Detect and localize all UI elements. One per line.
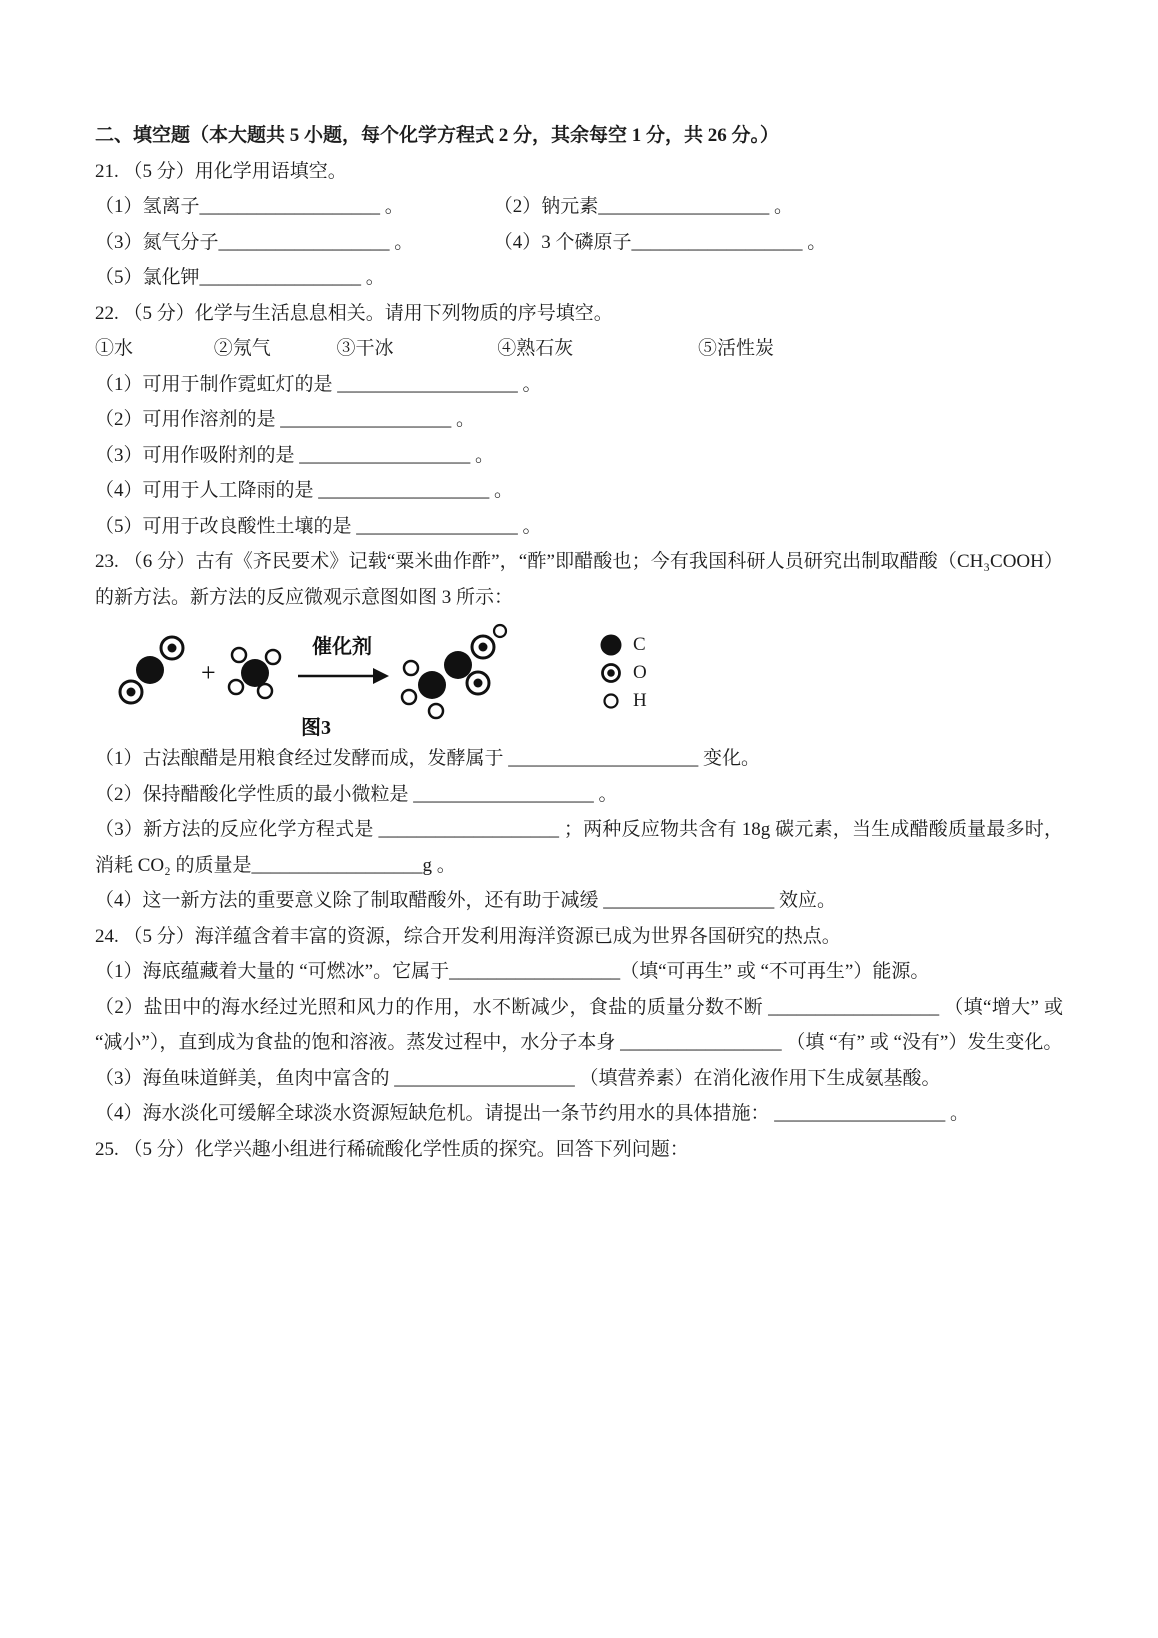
plus-sign: + xyxy=(201,658,216,687)
q22-item-2: （2）可用作溶剂的是 __________________ 。 xyxy=(95,409,476,430)
q22-item-5: （5）可用于改良酸性土壤的是 _________________ 。 xyxy=(95,515,542,537)
q21-row-3 xyxy=(95,260,1063,296)
q22-item-4: （4）可用于人工降雨的是 __________________ 。 xyxy=(95,480,514,501)
q22-item-3: （3）可用作吸附剂的是 __________________ 。 xyxy=(95,444,495,466)
q21-blank-phosphorus-atoms: （4）3 个磷原子__________________ 。 xyxy=(493,231,827,253)
q23-item-1: （1）古法酿醋是用粮食经过发酵而成，发酵属于 ____________________ 变化。 xyxy=(95,748,761,769)
acetic-acid-molecule xyxy=(402,625,506,718)
carbon-atom-icon xyxy=(599,633,623,657)
q22-option-water: ①水 xyxy=(95,338,134,359)
section-header: 二、填空题（本大题共 5 小题，每个化学方程式 2 分，其余每空 1 分，共 26 分。） xyxy=(95,125,780,146)
oxygen-atom-icon xyxy=(599,661,623,685)
legend-row-carbon xyxy=(599,631,647,659)
legend-label-oxygen: O xyxy=(633,662,647,683)
q21-stem: 21. （5 分）用化学用语填空。 xyxy=(95,160,347,182)
q22-stem: 22. （5 分）化学与生活息息相关。请用下列物质的序号填空。 xyxy=(95,302,613,324)
q24-item-1: （1）海底蕴藏着大量的 “可燃冰”。它属于__________________（填“可再生” 或 “不可再生”）能源。 xyxy=(95,961,930,982)
legend-row-hydrogen xyxy=(599,687,647,715)
q22-option-dry-ice: ③干冰 xyxy=(336,338,394,359)
legend-row-oxygen xyxy=(599,659,647,687)
atom-legend xyxy=(599,631,647,715)
q22-option-slaked-lime: ④熟石灰 xyxy=(497,338,574,359)
q21-row-1 xyxy=(95,189,1063,225)
q24-item-2: （2）盐田中的海水经过光照和风力的作用，水不断减少，食盐的质量分数不断 __________________ （填“增大” 或 “减小”），直到成为食盐的饱和溶液。蒸发过程中，水分子本身 _________________ （填 “有” 或 “没有”）发生变化。 xyxy=(95,996,1063,1053)
q22-option-activated-carbon: ⑤活性炭 xyxy=(698,338,775,359)
q21-row-2 xyxy=(95,225,1063,261)
legend-label-hydrogen: H xyxy=(633,690,647,711)
q22-item-1: （1）可用于制作霓虹灯的是 ___________________ 。 xyxy=(95,373,542,395)
q21-blank-sodium-element: （2）钠元素__________________ 。 xyxy=(493,196,794,217)
reaction-diagram xyxy=(115,621,527,739)
q24-item-3: （3）海鱼味道鲜美，鱼肉中富含的 ___________________ （填营养素）在消化液作用下生成氨基酸。 xyxy=(95,1067,941,1089)
q22-option-neon: ②氖气 xyxy=(213,338,271,359)
q23-item-3: （3）新方法的反应化学方程式是 ___________________ ；两种反应物共含有 18g 碳元素，当生成醋酸质量最多时，消耗 CO₂ 的质量是__________________g 。 xyxy=(95,819,1063,876)
q25-stem: 25. （5 分）化学兴趣小组进行稀硫酸化学性质的探究。回答下列问题： xyxy=(95,1138,689,1160)
figure-caption: 图3 xyxy=(301,717,331,739)
hydrogen-atom-icon xyxy=(599,689,623,713)
legend-label-carbon: C xyxy=(633,634,646,655)
q21-blank-nitrogen-molecule: （3）氮气分子__________________ 。 xyxy=(95,231,414,253)
q23-item-4: （4）这一新方法的重要意义除了制取醋酸外，还有助于减缓 __________________ 效应。 xyxy=(95,890,837,911)
q22-options-row xyxy=(95,331,1063,367)
q23-diagram xyxy=(115,621,1063,739)
q24-item-4: （4）海水淡化可缓解全球淡水资源短缺危机。请提出一条节约用水的具体措施： __________________ 。 xyxy=(95,1103,970,1124)
q21-blank-potassium-chloride: （5）氯化钾_________________ 。 xyxy=(95,267,385,288)
ch4-molecule xyxy=(229,648,280,698)
co2-molecule xyxy=(120,637,183,703)
q24-stem: 24. （5 分）海洋蕴含着丰富的资源，综合开发利用海洋资源已成为世界各国研究的热点。 xyxy=(95,925,841,947)
q21-blank-hydrogen-ion: （1）氢离子___________________ 。 xyxy=(95,196,404,217)
q23-stem: 23. （6 分）古有《齐民要术》记载“粟米曲作酢”，“酢”即醋酸也；今有我国科研人员研究出制取醋酸（CH₃COOH）的新方法。新方法的反应微观示意图如图 3 所示： xyxy=(95,551,1063,608)
reaction-arrow xyxy=(298,668,389,684)
q23-item-2: （2）保持醋酸化学性质的最小微粒是 ___________________ 。 xyxy=(95,783,618,805)
catalyst-label: 催化剂 xyxy=(312,636,372,658)
